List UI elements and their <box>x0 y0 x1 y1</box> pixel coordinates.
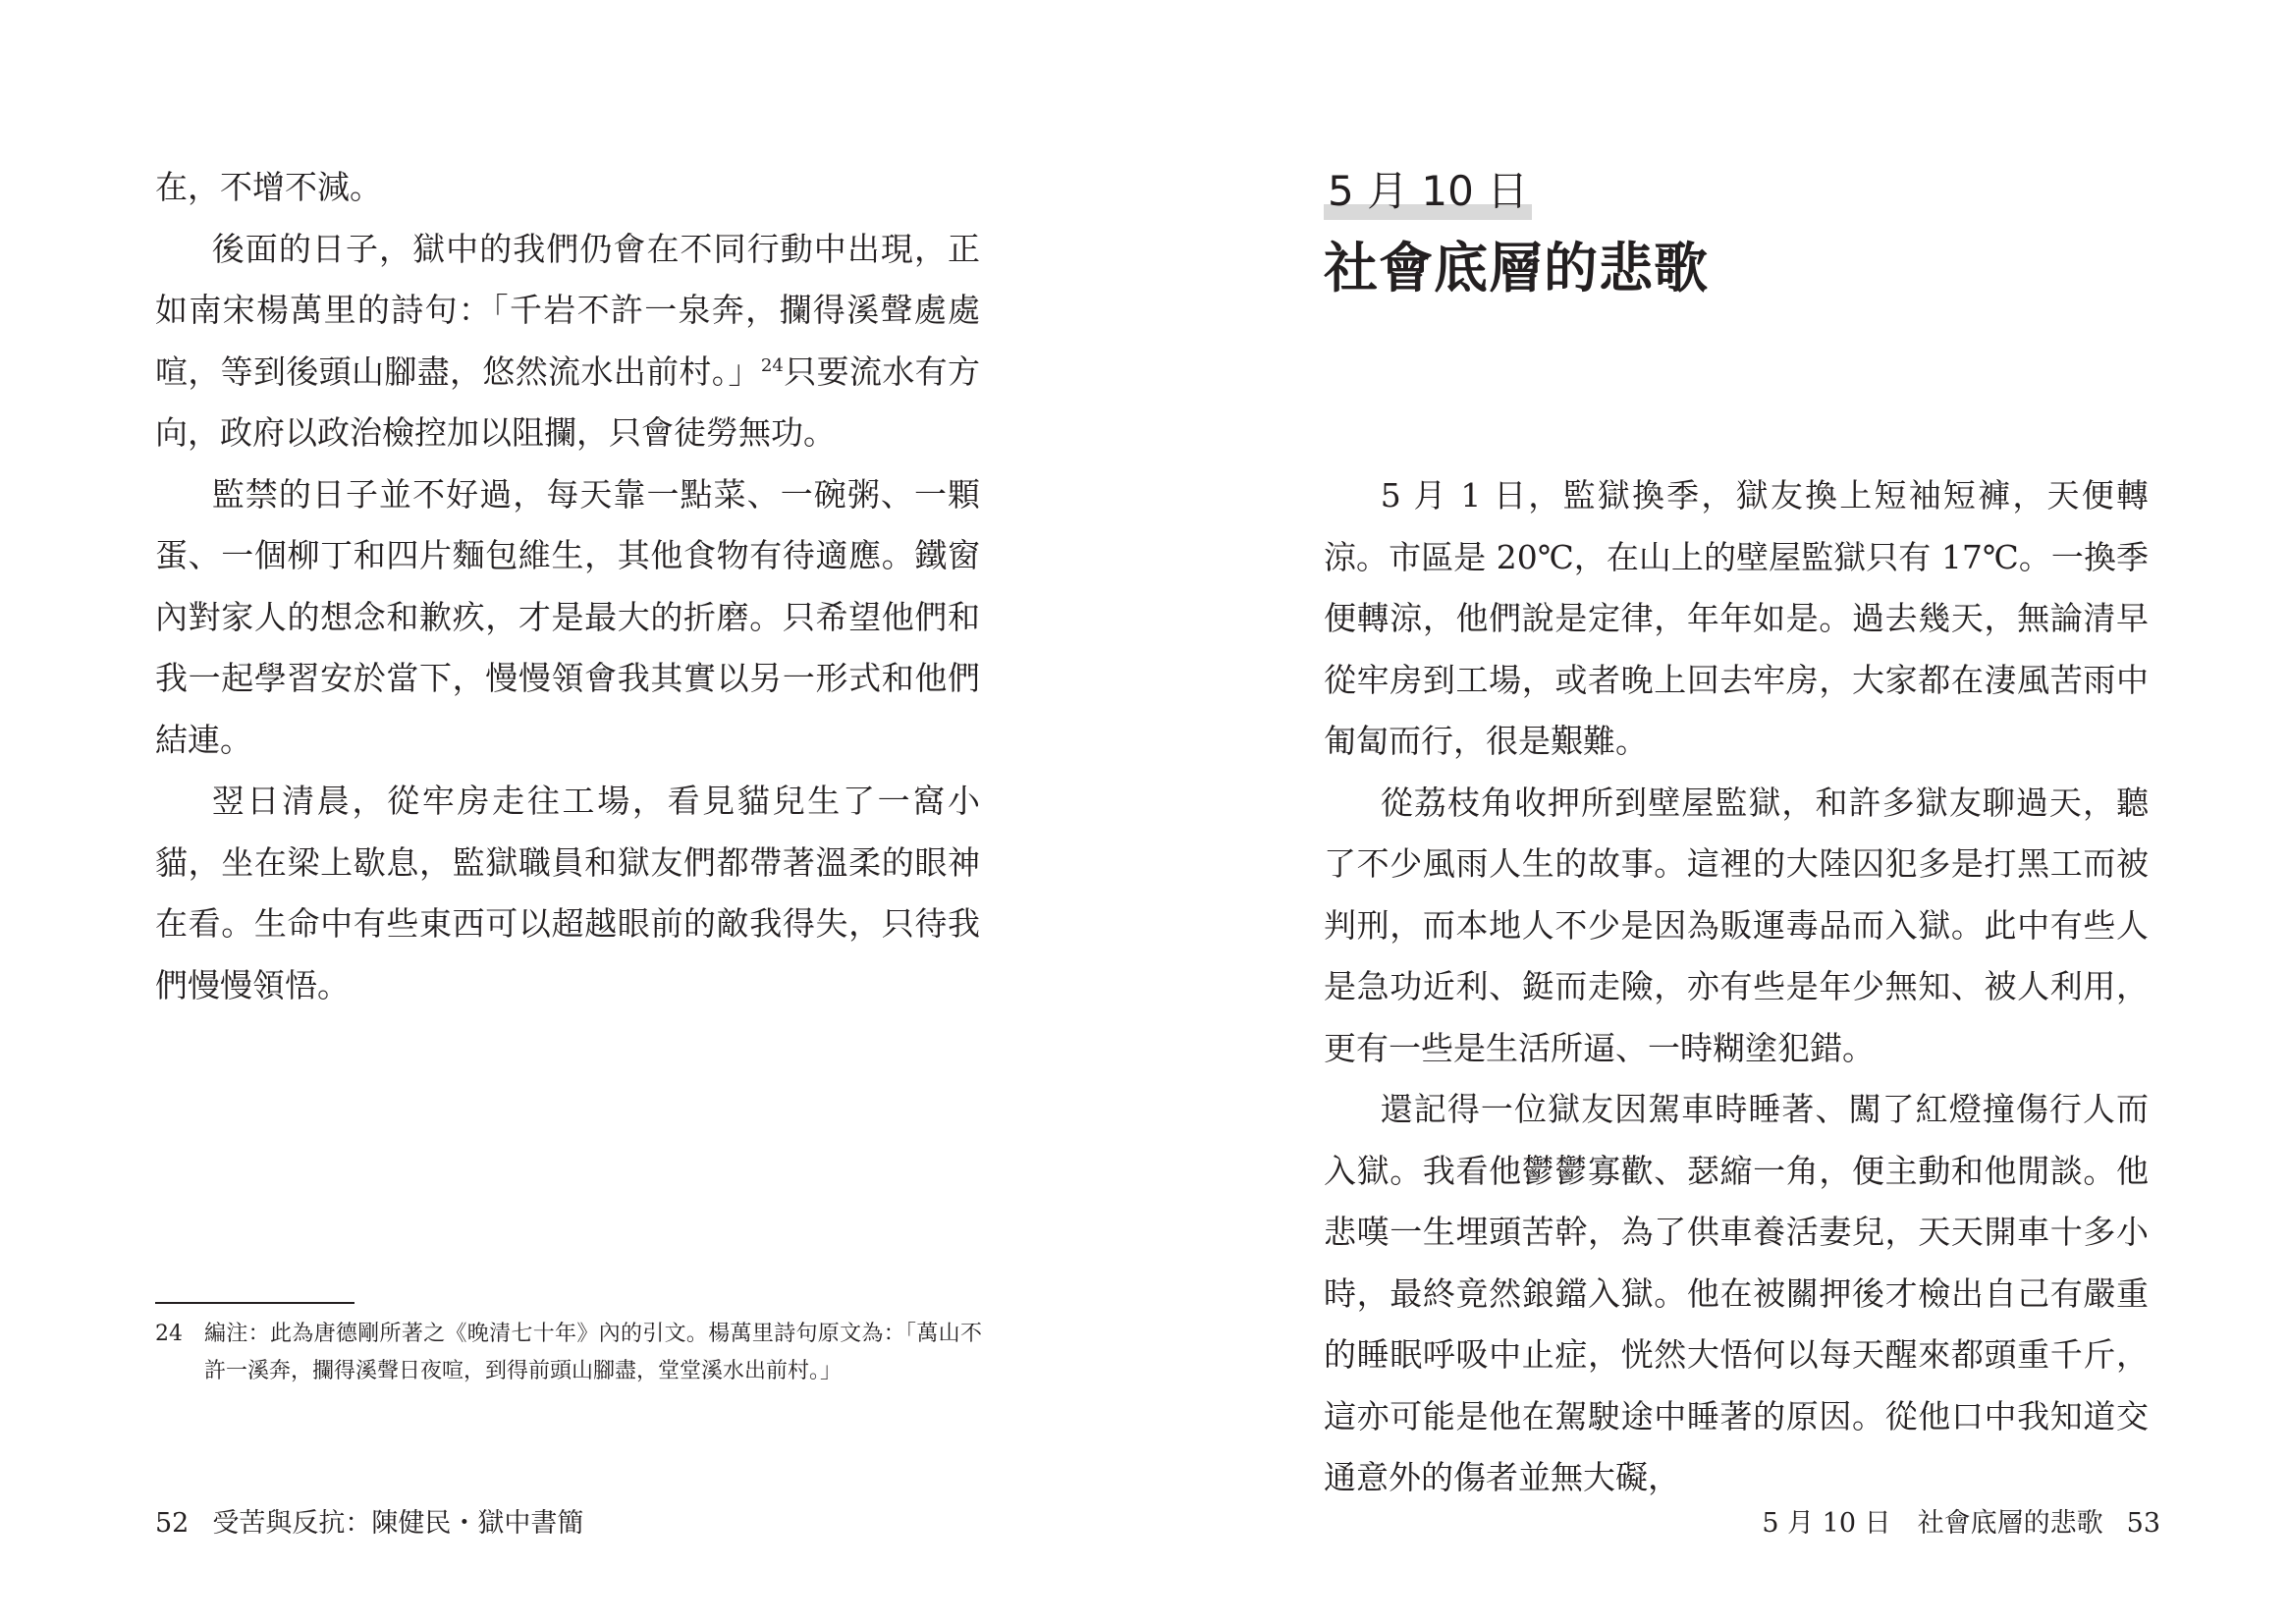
page-number: 53 <box>2126 1508 2160 1539</box>
paragraph: 從荔枝角收押所到壁屋監獄，和許多獄友聊過天，聽了不少風雨人生的故事。這裡的大陸囚犯多是打黑工而被判刑，而本地人不少是因為販運毒品而入獄。此中有些人是急功近利、鋌而走險，亦有些是年少無知、被人利用，更有一些是生活所逼、一時糊塗犯錯。 <box>1324 783 2149 1067</box>
chapter-date: 5 月 10 日 <box>1324 167 1532 220</box>
paragraph-text: 只要流水有方向，政府以政治檢控加以阻攔，只會徒勞無功。 <box>155 352 981 452</box>
footnote-divider <box>155 1302 354 1304</box>
running-title: 受苦與反抗：陳健民・獄中書簡 <box>212 1508 584 1539</box>
paragraph: 翌日清晨，從牢房走往工場，看見貓兒生了一窩小貓，坐在梁上歇息，監獄職員和獄友們都帶著溫柔的眼神在看。生命中有些東西可以超越眼前的敵我得失，只待我們慢慢領悟。 <box>155 782 980 1004</box>
running-footer-left <box>155 1506 583 1542</box>
paragraph: 在，不增不減。 <box>155 168 382 206</box>
paragraph-text: 後面的日子，獄中的我們仍會在不同行動中出現，正如南宋楊萬里的詩句：「千岩不許一泉奔，攔得溪聲處處喧，等到後頭山腳盡，悠然流水出前村。」 <box>155 229 980 391</box>
left-page <box>0 0 1144 1624</box>
right-body-text <box>1324 465 2149 1509</box>
running-footer-right <box>1762 1506 2160 1542</box>
paragraph: 監禁的日子並不好過，每天靠一點菜、一碗粥、一顆蛋、一個柳丁和四片麵包維生，其他食物有待適應。鐵窗內對家人的想念和歉疚，才是最大的折磨。只希望他們和我一起學習安於當下，慢慢領會我其實以另一形式和他們結連。 <box>155 474 980 759</box>
footnote-reference[interactable]: 24 <box>760 354 784 376</box>
paragraph <box>155 219 980 464</box>
page-number: 52 <box>155 1508 190 1539</box>
left-body-text <box>155 157 980 1016</box>
running-title: 5 月 10 日 社會底層的悲歌 <box>1762 1508 2103 1539</box>
right-page <box>1144 0 2289 1624</box>
footnote <box>155 1316 982 1390</box>
chapter-title: 社會底層的悲歌 <box>1324 237 1710 299</box>
paragraph: 5 月 1 日，監獄換季，獄友換上短袖短褲，天便轉涼。市區是 20℃，在山上的壁屋監獄只有 17℃。一換季便轉涼，他們說是定律，年年如是。過去幾天，無論清早從牢房到工場，或者晚上回去牢房，大家都在淒風苦雨中匍匐而行，很是艱難。 <box>1324 476 2149 760</box>
paragraph: 還記得一位獄友因駕車時睡著、闖了紅燈撞傷行人而入獄。我看他鬱鬱寡歡、瑟縮一角，便主動和他閒談。他悲嘆一生埋頭苦幹，為了供車養活妻兒，天天開車十多小時，最終竟然鋃鐺入獄。他在被關押後才檢出自己有嚴重的睡眠呼吸中止症，恍然大悟何以每天醒來都頭重千斤，這亦可能是他在駕駛途中睡著的原因。從他口中我知道交通意外的傷者並無大礙， <box>1324 1090 2149 1496</box>
footnote-number: 24 <box>155 1322 183 1346</box>
footnote-text: 編注：此為唐德剛所著之《晚清七十年》內的引文。楊萬里詩句原文為：「萬山不許一溪奔，攔得溪聲日夜喧，到得前頭山腳盡，堂堂溪水出前村。」 <box>204 1322 982 1383</box>
